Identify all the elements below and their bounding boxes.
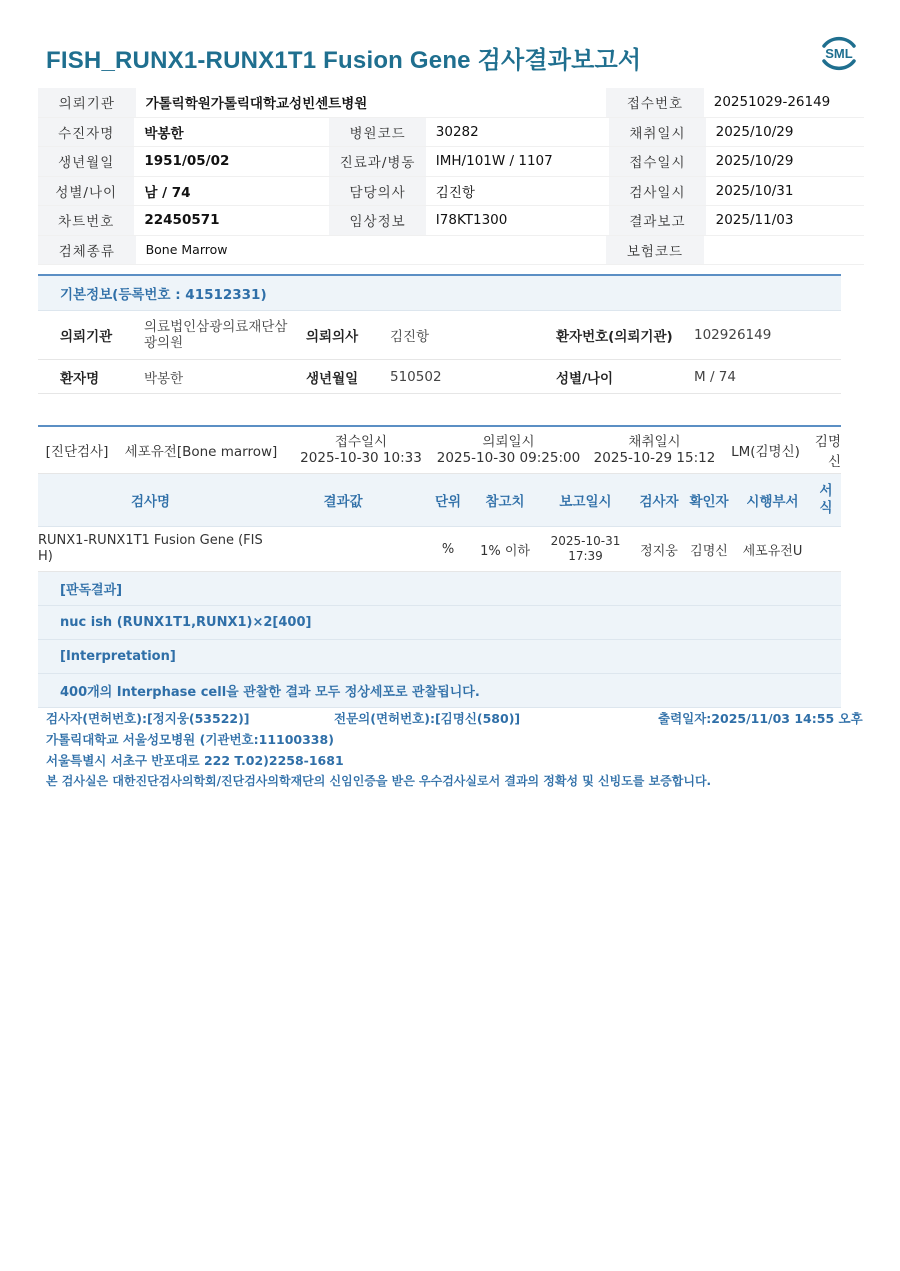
basic-institution-line2: 광의원 (144, 335, 184, 351)
basic-birth-label: 생년월일 (306, 370, 359, 387)
row-unit: % (441, 541, 455, 557)
basic-info-row (38, 360, 841, 394)
header-info-grid (38, 88, 864, 265)
requested-label: 의뢰일시 (482, 434, 535, 450)
footer-specialist: 전문의(면허번호):[김명신(580)] (334, 711, 521, 726)
footer-address: 서울특별시 서초구 반포대로 222 T.02)2258-1681 (46, 753, 344, 768)
value-insurance-code (704, 236, 864, 265)
logo-text: SML (825, 46, 853, 61)
header-row (38, 206, 864, 236)
value-hospital-code: 30282 (426, 118, 590, 147)
basic-patient-name-label: 환자명 (60, 370, 100, 387)
label-test-date: 검사일시 (609, 177, 705, 206)
col-form-line1: 서 (819, 483, 833, 499)
row-test-name-line1: RUNX1-RUNX1T1 Fusion Gene (FIS (38, 533, 263, 548)
value-report-date: 2025/11/03 (706, 206, 864, 235)
label-chart-no: 차트번호 (38, 206, 134, 235)
value-institution: 가톨릭학원가톨릭대학교성빈센트병원 (136, 88, 587, 117)
basic-patient-name-value: 박봉한 (144, 370, 184, 387)
label-clinical-info: 임상정보 (329, 206, 425, 235)
received-value: 2025-10-30 10:33 (300, 450, 422, 466)
footer-hospital: 가톨릭대학교 서울성모병원 (기관번호:11100338) (46, 732, 334, 747)
label-department-ward: 진료과/병동 (329, 147, 425, 176)
label-receipt-no: 접수번호 (606, 88, 704, 117)
basic-patient-no-value: 102926149 (694, 327, 772, 343)
requested-value: 2025-10-30 09:25:00 (436, 450, 581, 466)
col-tester: 검사자 (639, 494, 679, 510)
col-report-date: 보고일시 (559, 494, 612, 510)
row-test-name (38, 533, 263, 565)
basic-sex-age-label: 성별/나이 (556, 370, 614, 387)
col-test-name: 검사명 (130, 494, 171, 510)
value-receipt-date: 2025/10/29 (706, 147, 864, 176)
interpretation-label: [Interpretation] (38, 640, 841, 674)
header-row (38, 88, 864, 118)
value-specimen: Bone Marrow (136, 236, 587, 265)
col-form-line2: 식 (819, 500, 833, 516)
label-report-date: 결과보고 (609, 206, 705, 235)
sml-logo (816, 30, 862, 76)
table-row (38, 527, 841, 572)
value-collection-date: 2025/10/29 (706, 118, 864, 147)
basic-info-row (38, 311, 841, 360)
footer-printed: 출력일자:2025/11/03 14:55 오후 (658, 711, 863, 726)
signer: 김명신 (814, 434, 841, 470)
value-birth-date: 1951/05/02 (134, 147, 329, 176)
label-patient-name: 수진자명 (38, 118, 134, 147)
basic-info-heading: 기본정보(등록번호 : 41512331) (38, 276, 841, 311)
label-insurance-code: 보험코드 (606, 236, 704, 265)
received-label: 접수일시 (334, 434, 388, 450)
row-confirmer: 김명신 (690, 543, 728, 559)
row-test-name-line2: H) (38, 549, 53, 564)
label-receipt-date: 접수일시 (609, 147, 705, 176)
value-department-ward: IMH/101W / 1107 (426, 147, 590, 176)
col-form (811, 483, 841, 517)
header-row (38, 118, 864, 148)
label-doctor: 담당의사 (329, 177, 425, 206)
requested-block (436, 434, 581, 466)
basic-sex-age-value: M / 74 (694, 368, 736, 385)
basic-birth-value: 510502 (390, 368, 442, 385)
label-sex-age: 성별/나이 (38, 177, 134, 206)
report-title: FISH_RUNX1-RUNX1T1 Fusion Gene 검사결과보고서 (46, 47, 642, 74)
value-patient-name: 박봉한 (134, 118, 329, 147)
col-result: 결과값 (323, 494, 363, 510)
value-clinical-info: I78KT1300 (426, 206, 590, 235)
label-institution: 의뢰기관 (38, 88, 136, 117)
label-hospital-code: 병원코드 (329, 118, 425, 147)
basic-doctor-label: 의뢰의사 (306, 329, 359, 345)
row-tester: 정지웅 (640, 543, 678, 559)
row-report-date-line2: 17:39 (568, 549, 603, 563)
basic-doctor-value: 김진항 (390, 329, 430, 345)
basic-info-section (38, 274, 841, 394)
header-row (38, 236, 864, 266)
table-header (38, 474, 841, 527)
basic-patient-no-label: 환자번호(의뢰기관) (556, 329, 673, 345)
value-doctor: 김진항 (426, 177, 590, 206)
label-birth-date: 생년월일 (38, 147, 134, 176)
basic-institution-line1: 의료법인삼광의료재단삼 (144, 319, 288, 335)
row-ref: 1% 이하 (480, 543, 530, 559)
basic-institution-label: 의뢰기관 (60, 329, 113, 345)
interpretation-value: 400개의 Interphase cell을 관찰한 결과 모두 정상세포로 관찰됩니다. (38, 674, 841, 708)
test-dept: 세포유전[Bone marrow] (124, 444, 278, 460)
label-specimen: 검체종류 (38, 236, 136, 265)
value-sex-age: 남 / 74 (134, 177, 329, 206)
value-test-date: 2025/10/31 (706, 177, 864, 206)
row-report-date-line1: 2025-10-31 (550, 534, 621, 548)
test-category: [진단검사] (45, 444, 109, 460)
col-unit: 단위 (434, 494, 462, 510)
lm-signer: LM(김명신) (731, 444, 800, 460)
label-collection-date: 채취일시 (609, 118, 705, 147)
row-report-date (537, 534, 634, 564)
test-result-section (38, 425, 841, 708)
footer-tester: 검사자(면허번호):[정지웅(53522)] (46, 711, 250, 726)
col-dept: 시행부서 (746, 494, 799, 510)
value-chart-no: 22450571 (134, 206, 329, 235)
header-row (38, 147, 864, 177)
result-value: nuc ish (RUNX1T1,RUNX1)×2[400] (38, 606, 841, 640)
test-meta-row (38, 427, 841, 474)
sml-logo-icon (816, 30, 862, 76)
col-ref: 참고치 (485, 494, 525, 510)
basic-institution-value (144, 319, 306, 351)
collected-value: 2025-10-29 15:12 (593, 450, 716, 466)
header-row (38, 177, 864, 207)
col-confirmer: 확인자 (689, 494, 729, 510)
row-dept: 세포유전U (742, 543, 803, 559)
footer-certification: 본 검사실은 대한진단검사의학회/진단검사의학재단의 신임인증을 받은 우수검사실로서 결과의 정확성 및 신빙도를 보증합니다. (46, 774, 712, 788)
value-receipt-no: 20251029-26149 (704, 88, 864, 117)
collected-label: 채취일시 (628, 434, 681, 450)
collected-block (581, 434, 728, 466)
received-block (286, 434, 436, 466)
result-label: [판독결과] (38, 572, 841, 606)
